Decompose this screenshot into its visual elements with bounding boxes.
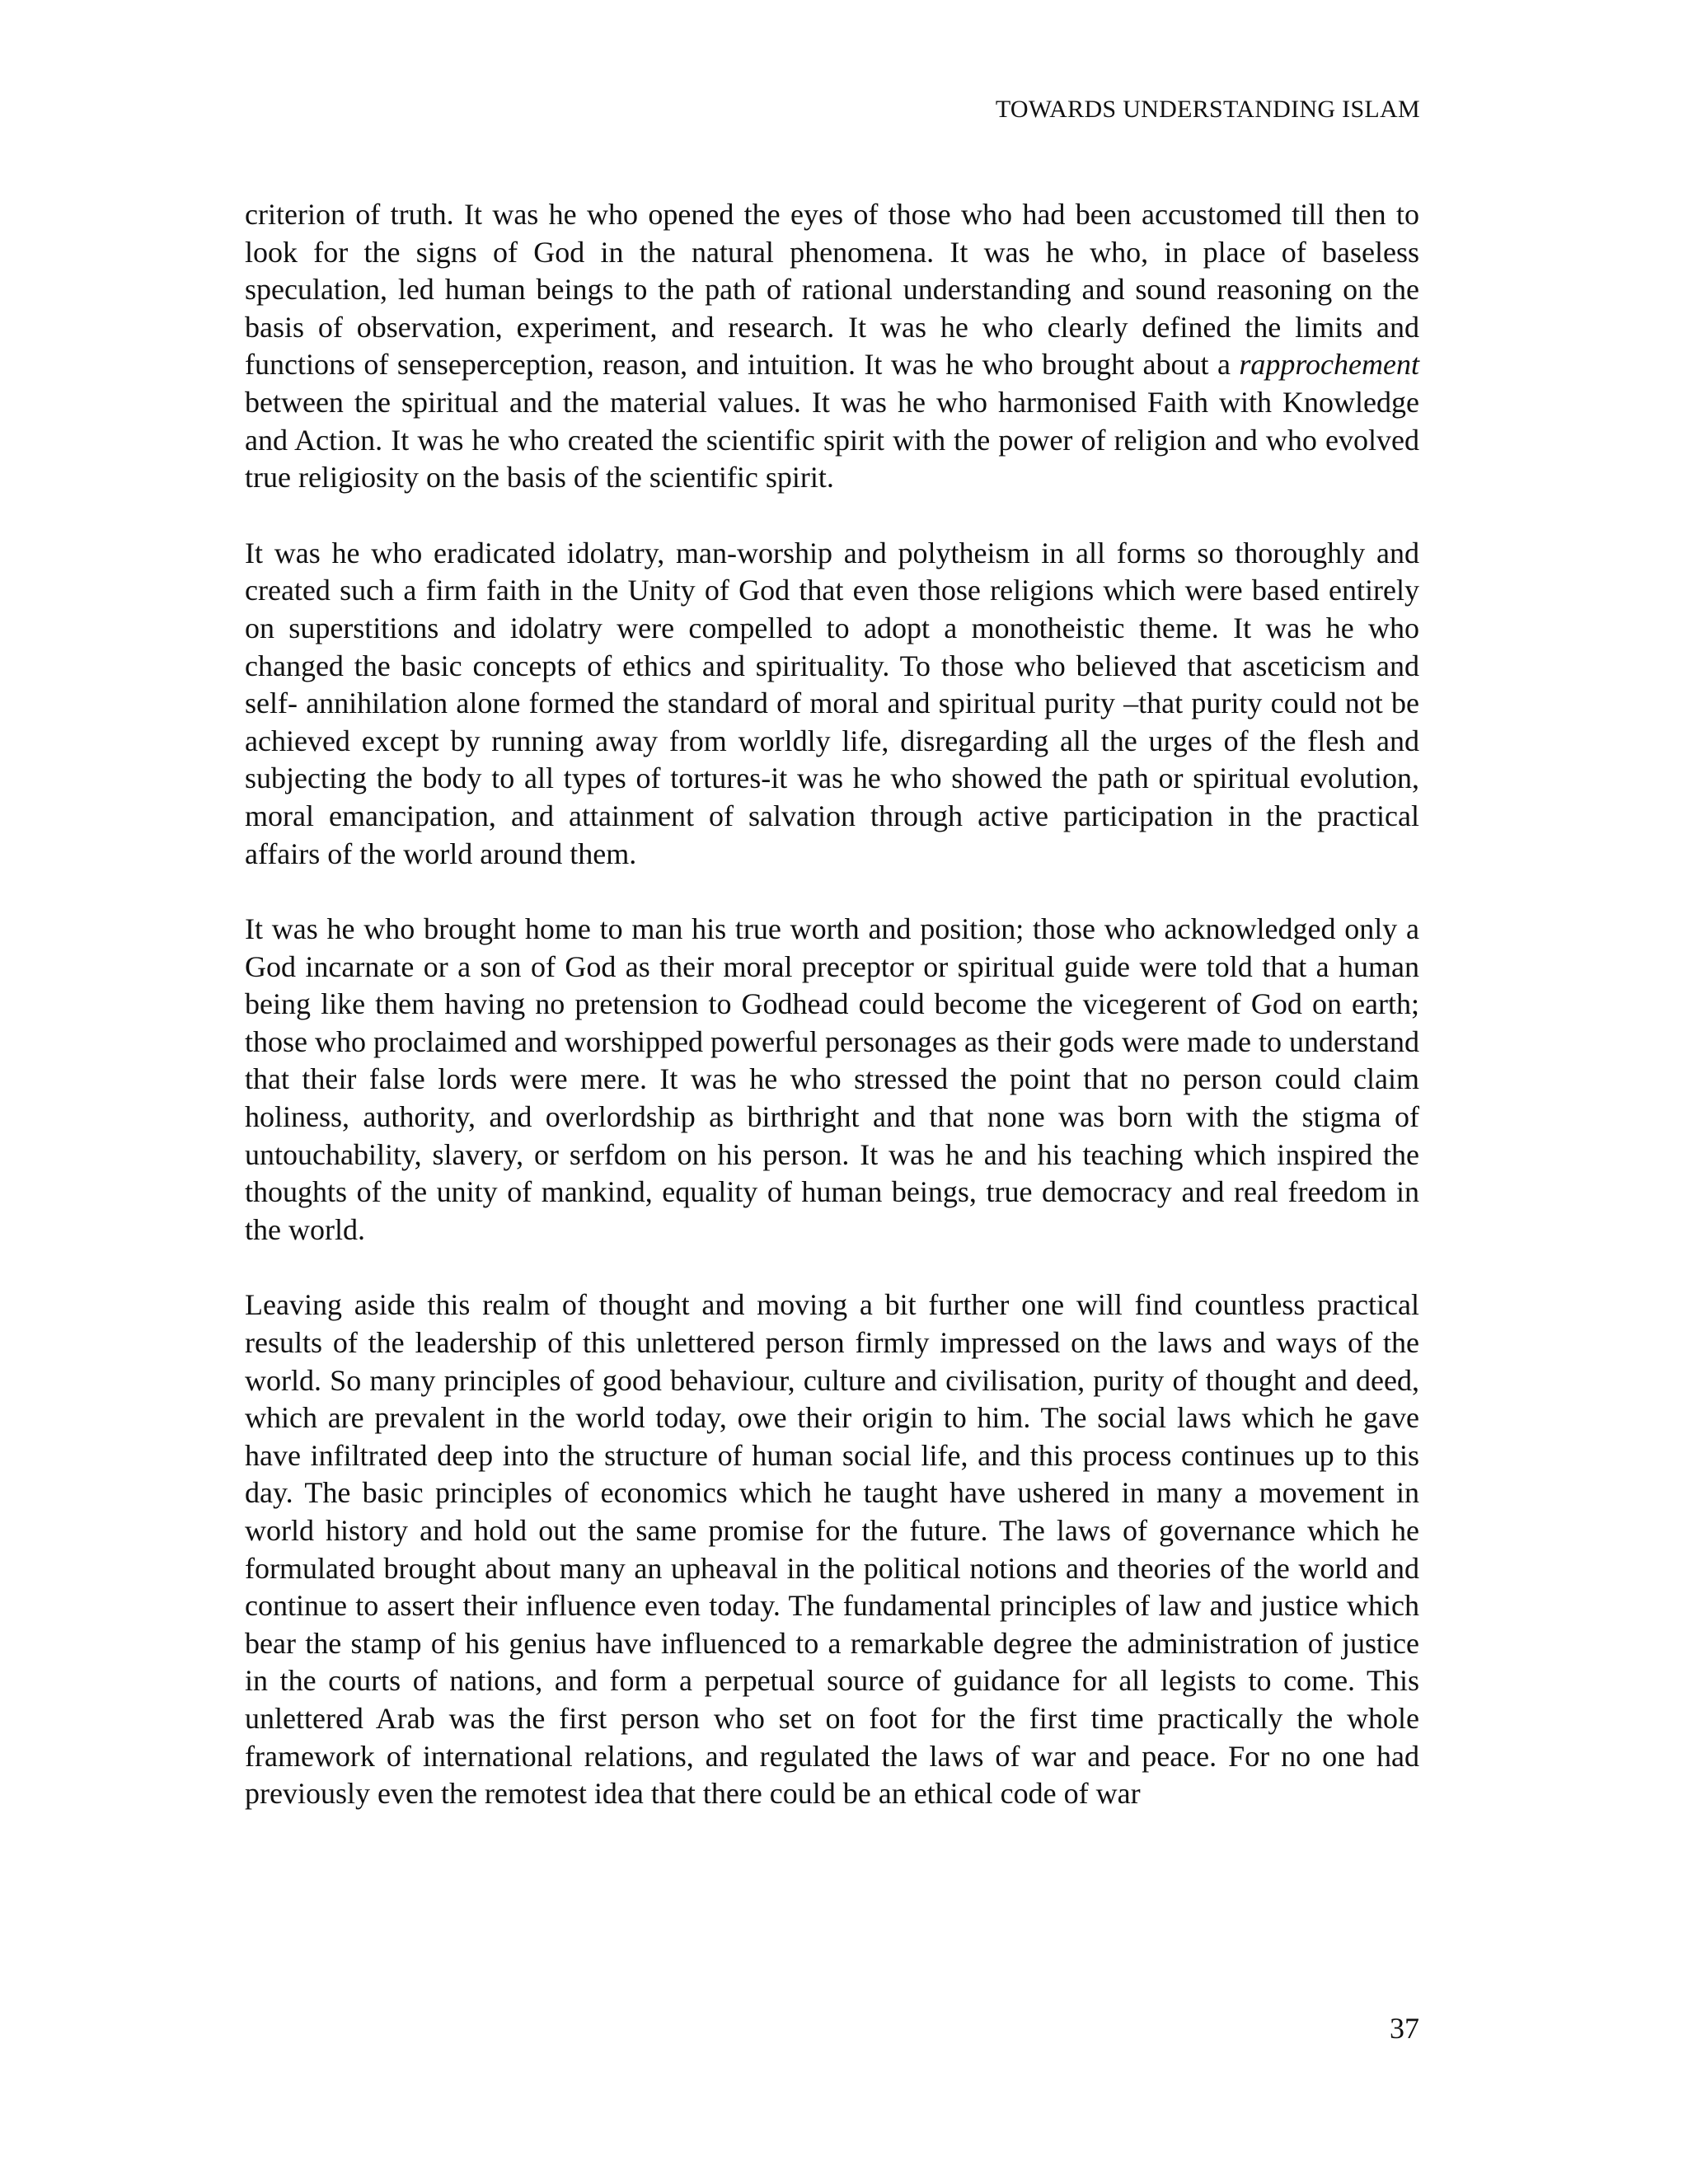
running-header: TOWARDS UNDERSTANDING ISLAM xyxy=(995,96,1420,123)
paragraph-3: It was he who brought home to man his true worth and position; those who acknowledged only a God incarnate or a son of God as their moral preceptor or spiritual guide were told that a human being like them having no pretension to Godhead could become the vicegerent of God on earth; those who proclaimed and worshipped powerful personages as their gods were made to understand that their false lords were mere. It was he who stressed the point that no person could claim holiness, authority, and overlordship as birthright and that none was born with the stigma of untouchability, slavery, or serfdom on his person. It was he and his teaching which inspired the thoughts of the unity of mankind, equality of human beings, true democracy and real freedom in the world. xyxy=(245,912,1419,1246)
paragraph-1-italic-term: rapprochement xyxy=(1239,348,1419,382)
paragraph-2: It was he who eradicated idolatry, man-worship and polytheism in all forms so thoroughly and created such a firm faith in the Unity of God that even those religions which were based entirely on superstitions and idolatry were compelled to adopt a monotheistic theme. It was he who changed the basic concepts of ethics and spirituality. To those who believed that asceticism and self- annihilation alone formed the standard of moral and spiritual purity –that purity could not be achieved except by running away from worldly life, disregarding all the urges of the flesh and subjecting the body to all types of tortures-it was he who showed the path or spiritual evolution, moral emancipation, and attainment of salvation through active participation in the practical affairs of the world around them. xyxy=(245,536,1419,870)
paragraph-1-text-start: criterion of truth. It was he who opened the eyes of those who had been accustomed till then to look for the signs of God in the natural phenomena. It was he who, in place of baseless speculation, led human beings to the path of rational understanding and sound reasoning on the basis of observation, experiment, and research. It was he who clearly defined the limits and functions of senseperception, reason, and intuition. It was he who brought about a xyxy=(245,198,1419,382)
paragraph-4: Leaving aside this realm of thought and moving a bit further one will find countless practical results of the leadership of this unlettered person firmly impressed on the laws and ways of the world. So many principles of good behaviour, culture and civilisation, purity of thought and deed, which are prevalent in the world today, owe their origin to him. The social laws which he gave have infiltrated deep into the structure of human social life, and this process continues up to this day. The basic principles of economics which he taught have ushered in many a movement in world history and hold out the same promise for the future. The laws of governance which he formulated brought about many an upheaval in the political notions and theories of the world and continue to assert their influence even today. The fundamental principles of law and justice which bear the stamp of his genius have influenced to a remarkable degree the administration of justice in the courts of nations, and form a perpetual source of guidance for all legists to come. This unlettered Arab was the first person who set on foot for the first time practically the whole framework of international relations, and regulated the laws of war and peace. For no one had previously even the remotest idea that there could be an ethical code of war xyxy=(245,1288,1419,1811)
body-text xyxy=(245,196,1419,1851)
paragraph-1-text-end: between the spiritual and the material values. It was he who harmonised Faith with Knowledge and Action. It was he who created the scientific spirit with the power of religion and who evolved true religiosity on the basis of the scientific spirit. xyxy=(245,385,1419,494)
page-number: 37 xyxy=(1390,2012,1419,2045)
paragraph-1 xyxy=(245,196,1419,497)
